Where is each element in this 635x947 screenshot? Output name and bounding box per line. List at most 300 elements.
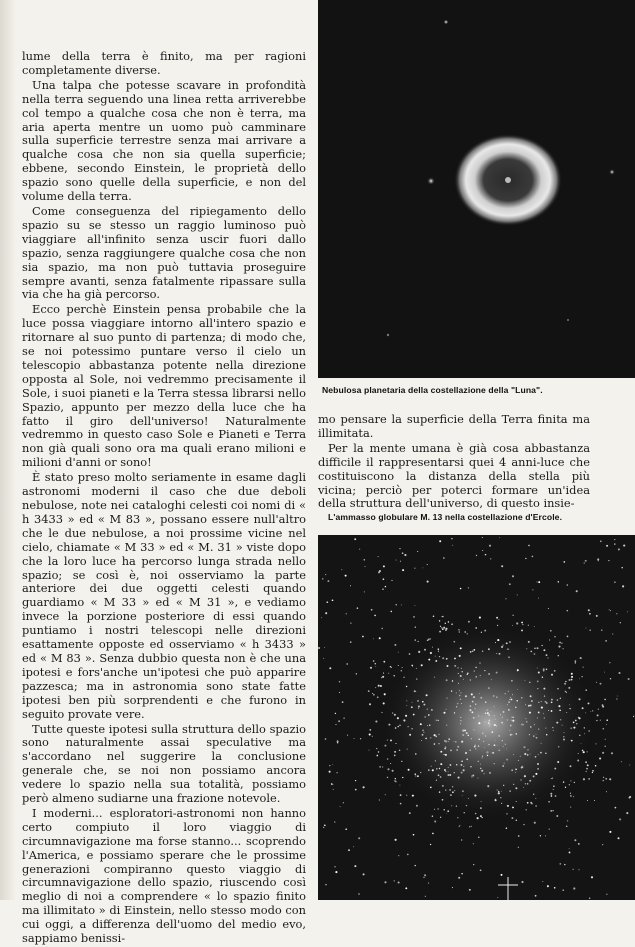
star — [512, 575, 514, 577]
star — [561, 643, 562, 644]
star — [445, 629, 447, 631]
star — [325, 612, 327, 614]
paragraph: Tutte queste ipotesi sulla struttura dello spazio sono naturalmente assai speculative ma s'accordano nel suggerire la conclusione generale che, se noi non possiamo ancora vedere lo spazio nella sua totalità, possiamo però almeno sudiarne una frazione notevole. — [22, 721, 306, 806]
star — [503, 711, 505, 713]
star — [545, 835, 546, 836]
star — [546, 654, 548, 656]
star — [394, 675, 395, 676]
star — [538, 728, 539, 729]
star — [381, 628, 383, 630]
star — [573, 722, 575, 724]
star — [494, 744, 496, 746]
star — [529, 780, 531, 782]
star — [586, 771, 587, 772]
star — [496, 696, 497, 697]
star — [495, 642, 496, 643]
star — [570, 793, 571, 794]
star — [468, 621, 470, 623]
star — [563, 561, 565, 563]
star — [509, 641, 511, 643]
star — [584, 727, 585, 728]
star — [485, 736, 486, 737]
star — [394, 644, 396, 646]
star — [575, 662, 576, 663]
star — [578, 843, 580, 845]
star — [477, 713, 478, 714]
star — [396, 560, 397, 561]
star — [454, 772, 455, 773]
star — [363, 786, 365, 788]
star — [527, 749, 529, 751]
star — [538, 671, 540, 673]
star — [363, 873, 365, 875]
star — [493, 706, 495, 708]
star — [458, 673, 459, 674]
star — [400, 803, 402, 805]
star — [399, 724, 401, 726]
star — [345, 828, 347, 830]
star — [496, 617, 498, 619]
star — [501, 722, 503, 724]
star — [621, 567, 623, 569]
star — [474, 670, 475, 671]
star — [605, 640, 607, 642]
star — [517, 669, 519, 671]
star — [430, 787, 432, 789]
star — [500, 714, 501, 715]
star — [486, 751, 488, 753]
star — [478, 761, 479, 762]
star — [562, 648, 563, 649]
star — [464, 631, 466, 633]
star — [431, 709, 433, 711]
star — [445, 771, 446, 772]
star — [383, 565, 385, 567]
star — [487, 725, 489, 727]
star — [535, 895, 537, 897]
star — [443, 809, 445, 811]
star — [478, 715, 480, 717]
star — [512, 625, 513, 626]
star — [585, 689, 587, 691]
star — [536, 737, 538, 739]
star — [502, 717, 503, 718]
star — [498, 619, 499, 620]
star — [540, 835, 541, 836]
star — [365, 566, 366, 567]
star — [602, 780, 603, 781]
star — [457, 817, 458, 818]
star — [485, 713, 486, 714]
star — [476, 676, 477, 677]
star — [565, 681, 566, 682]
star — [441, 627, 443, 629]
star — [549, 828, 550, 829]
star — [394, 880, 395, 881]
star — [500, 797, 501, 798]
star — [359, 549, 360, 550]
star — [605, 746, 606, 747]
star — [605, 739, 606, 740]
star — [506, 642, 508, 644]
star — [424, 874, 426, 876]
star — [447, 698, 448, 699]
star — [568, 687, 570, 689]
star — [374, 615, 376, 617]
star — [488, 714, 490, 716]
star — [440, 626, 441, 627]
star — [501, 874, 503, 876]
star — [537, 768, 539, 770]
star — [596, 615, 598, 617]
star — [550, 630, 552, 632]
star — [461, 760, 463, 762]
star — [587, 800, 588, 801]
star — [434, 734, 436, 736]
star — [538, 702, 539, 703]
star — [573, 796, 574, 797]
star — [596, 720, 597, 721]
star — [471, 775, 472, 776]
star — [442, 616, 443, 617]
star — [324, 824, 326, 826]
planetary-nebula-photo — [318, 0, 635, 378]
star — [375, 663, 376, 664]
star — [346, 663, 348, 665]
star — [364, 591, 365, 592]
star — [576, 723, 577, 724]
star — [489, 723, 491, 725]
star — [427, 709, 428, 710]
star — [595, 765, 597, 767]
star — [488, 720, 490, 722]
star — [451, 623, 453, 625]
star — [454, 658, 456, 660]
star — [395, 839, 397, 841]
star — [493, 752, 494, 753]
star — [490, 711, 491, 712]
star — [445, 740, 447, 742]
star — [554, 636, 555, 637]
star — [482, 550, 483, 551]
star — [606, 724, 607, 725]
star — [439, 768, 440, 769]
star — [480, 697, 482, 699]
star — [384, 745, 386, 747]
star — [525, 558, 526, 559]
star — [475, 627, 477, 629]
star — [413, 714, 415, 716]
star — [443, 557, 444, 558]
star — [620, 622, 621, 623]
star — [518, 835, 520, 837]
star — [460, 692, 461, 693]
star — [530, 754, 531, 755]
star — [534, 724, 535, 725]
star — [474, 746, 476, 748]
star — [481, 817, 482, 818]
star — [589, 613, 591, 615]
star — [557, 688, 558, 689]
star — [360, 738, 361, 739]
star — [467, 674, 468, 675]
star — [467, 735, 468, 736]
star — [487, 785, 489, 787]
star — [564, 732, 565, 733]
star — [551, 778, 552, 779]
star — [494, 763, 495, 764]
star — [574, 782, 575, 783]
star — [528, 705, 530, 707]
star — [545, 753, 547, 755]
star — [383, 661, 385, 663]
star — [436, 719, 437, 720]
left-text-column — [22, 50, 306, 947]
star — [416, 679, 417, 680]
star — [564, 683, 566, 685]
star — [523, 824, 524, 825]
star — [484, 721, 485, 722]
star — [586, 768, 588, 770]
star — [525, 704, 526, 705]
star — [323, 827, 324, 828]
star — [600, 540, 602, 542]
star — [517, 594, 518, 595]
star — [511, 734, 513, 736]
star — [383, 673, 384, 674]
star — [489, 545, 491, 547]
star — [592, 770, 594, 772]
star — [602, 844, 603, 845]
star — [375, 666, 376, 667]
star — [430, 737, 431, 738]
star — [616, 698, 617, 699]
star — [462, 730, 464, 732]
star — [387, 758, 389, 760]
star — [411, 706, 413, 708]
star — [417, 551, 418, 552]
star — [430, 844, 431, 845]
star — [537, 763, 539, 765]
star — [482, 537, 483, 538]
star — [378, 685, 380, 687]
star — [509, 699, 510, 700]
star — [550, 810, 552, 812]
star — [350, 641, 352, 643]
star — [375, 720, 377, 722]
star — [567, 584, 569, 586]
star — [527, 783, 528, 784]
star — [569, 708, 570, 709]
star — [537, 681, 539, 683]
star — [464, 729, 466, 731]
star — [340, 806, 341, 807]
star — [479, 662, 480, 663]
star — [571, 728, 572, 729]
star — [553, 789, 554, 790]
star — [445, 754, 447, 756]
star — [505, 598, 506, 599]
star — [484, 747, 485, 748]
star — [469, 709, 471, 711]
star — [442, 657, 444, 659]
star — [571, 676, 573, 678]
star — [490, 558, 491, 559]
star — [388, 724, 390, 726]
star — [553, 785, 554, 786]
star — [353, 846, 354, 847]
star — [583, 667, 584, 668]
star — [468, 587, 469, 588]
star — [454, 741, 455, 742]
star — [468, 798, 469, 799]
star — [570, 807, 571, 808]
star — [523, 787, 524, 788]
star — [599, 757, 601, 759]
star — [536, 734, 537, 735]
star — [333, 789, 334, 790]
star — [448, 767, 449, 768]
star — [579, 678, 580, 679]
star — [412, 795, 413, 796]
star — [582, 707, 584, 709]
star — [505, 744, 507, 746]
star — [462, 790, 464, 792]
star — [329, 771, 331, 773]
star — [602, 704, 604, 706]
star — [382, 589, 383, 590]
star — [556, 815, 558, 817]
star — [575, 660, 577, 662]
star — [585, 761, 587, 763]
star — [343, 802, 344, 803]
star — [466, 759, 468, 761]
star — [321, 617, 322, 618]
star — [434, 677, 435, 678]
star — [404, 554, 406, 556]
star — [509, 730, 510, 731]
paragraph: Una talpa che potesse scavare in profondità nella terra seguendo una linea retta arriverebbe col tempo a qualche cosa che non è terra, ma aria aperta mentre un uomo può camminare sulla superficie terrestre senza mai arrivare a qualche cosa che non sia quella superficie; ebbene, secondo Einstein, le proprietà dello spazio sono quelle della superficie, e non del volume della terra. — [22, 77, 306, 204]
star — [567, 610, 569, 612]
star — [612, 634, 613, 635]
star — [543, 668, 545, 670]
star — [397, 717, 399, 719]
star — [546, 734, 547, 735]
star — [452, 786, 454, 788]
globular-cluster-photo — [318, 535, 635, 900]
star — [449, 774, 451, 776]
star — [325, 884, 327, 886]
star — [435, 760, 436, 761]
star — [379, 637, 381, 639]
star — [379, 799, 380, 800]
star — [579, 735, 580, 736]
scan-edge-shadow — [0, 0, 16, 900]
star — [336, 772, 337, 773]
star — [606, 894, 607, 895]
star — [498, 791, 500, 793]
star — [479, 617, 481, 619]
star — [464, 812, 465, 813]
star — [618, 548, 620, 550]
star — [435, 736, 437, 738]
star — [422, 730, 424, 732]
star — [568, 679, 570, 681]
star — [551, 710, 553, 712]
star — [482, 756, 483, 757]
star — [387, 740, 388, 741]
star — [451, 805, 452, 806]
star — [474, 708, 476, 710]
star — [411, 728, 412, 729]
star — [402, 777, 403, 778]
star — [587, 751, 588, 752]
star — [480, 764, 481, 765]
star — [617, 696, 618, 697]
star — [543, 688, 545, 690]
star — [543, 713, 544, 714]
star — [462, 795, 463, 796]
star — [371, 609, 373, 611]
star — [481, 716, 482, 717]
star — [424, 649, 426, 651]
star — [633, 716, 634, 717]
star — [508, 709, 510, 711]
star — [469, 826, 470, 827]
star — [537, 668, 538, 669]
star — [588, 609, 590, 611]
star — [440, 763, 442, 765]
star — [458, 777, 460, 779]
star — [473, 649, 475, 651]
star — [595, 743, 596, 744]
star — [471, 711, 473, 713]
star — [414, 690, 416, 692]
star — [427, 725, 428, 726]
star — [412, 702, 413, 703]
star — [379, 766, 381, 768]
star — [456, 749, 457, 750]
star — [443, 754, 444, 755]
star — [484, 773, 485, 774]
star — [616, 613, 617, 614]
star — [335, 724, 336, 725]
star — [574, 839, 576, 841]
star — [602, 752, 604, 754]
star — [544, 695, 545, 696]
star — [477, 817, 479, 819]
star — [530, 726, 532, 728]
star — [325, 574, 326, 575]
star — [460, 675, 462, 677]
star — [545, 728, 546, 729]
star — [370, 667, 372, 669]
star — [566, 712, 567, 713]
star — [463, 766, 464, 767]
star — [409, 653, 411, 655]
star — [409, 734, 411, 736]
star — [584, 733, 585, 734]
star — [443, 712, 445, 714]
star — [425, 716, 426, 717]
star — [396, 604, 397, 605]
star — [452, 791, 454, 793]
star — [345, 575, 347, 577]
top-figure-caption: Nebulosa planetaria della costellazione della "Luna". — [322, 385, 543, 395]
star — [473, 696, 475, 698]
star — [606, 545, 608, 547]
star — [541, 701, 542, 702]
